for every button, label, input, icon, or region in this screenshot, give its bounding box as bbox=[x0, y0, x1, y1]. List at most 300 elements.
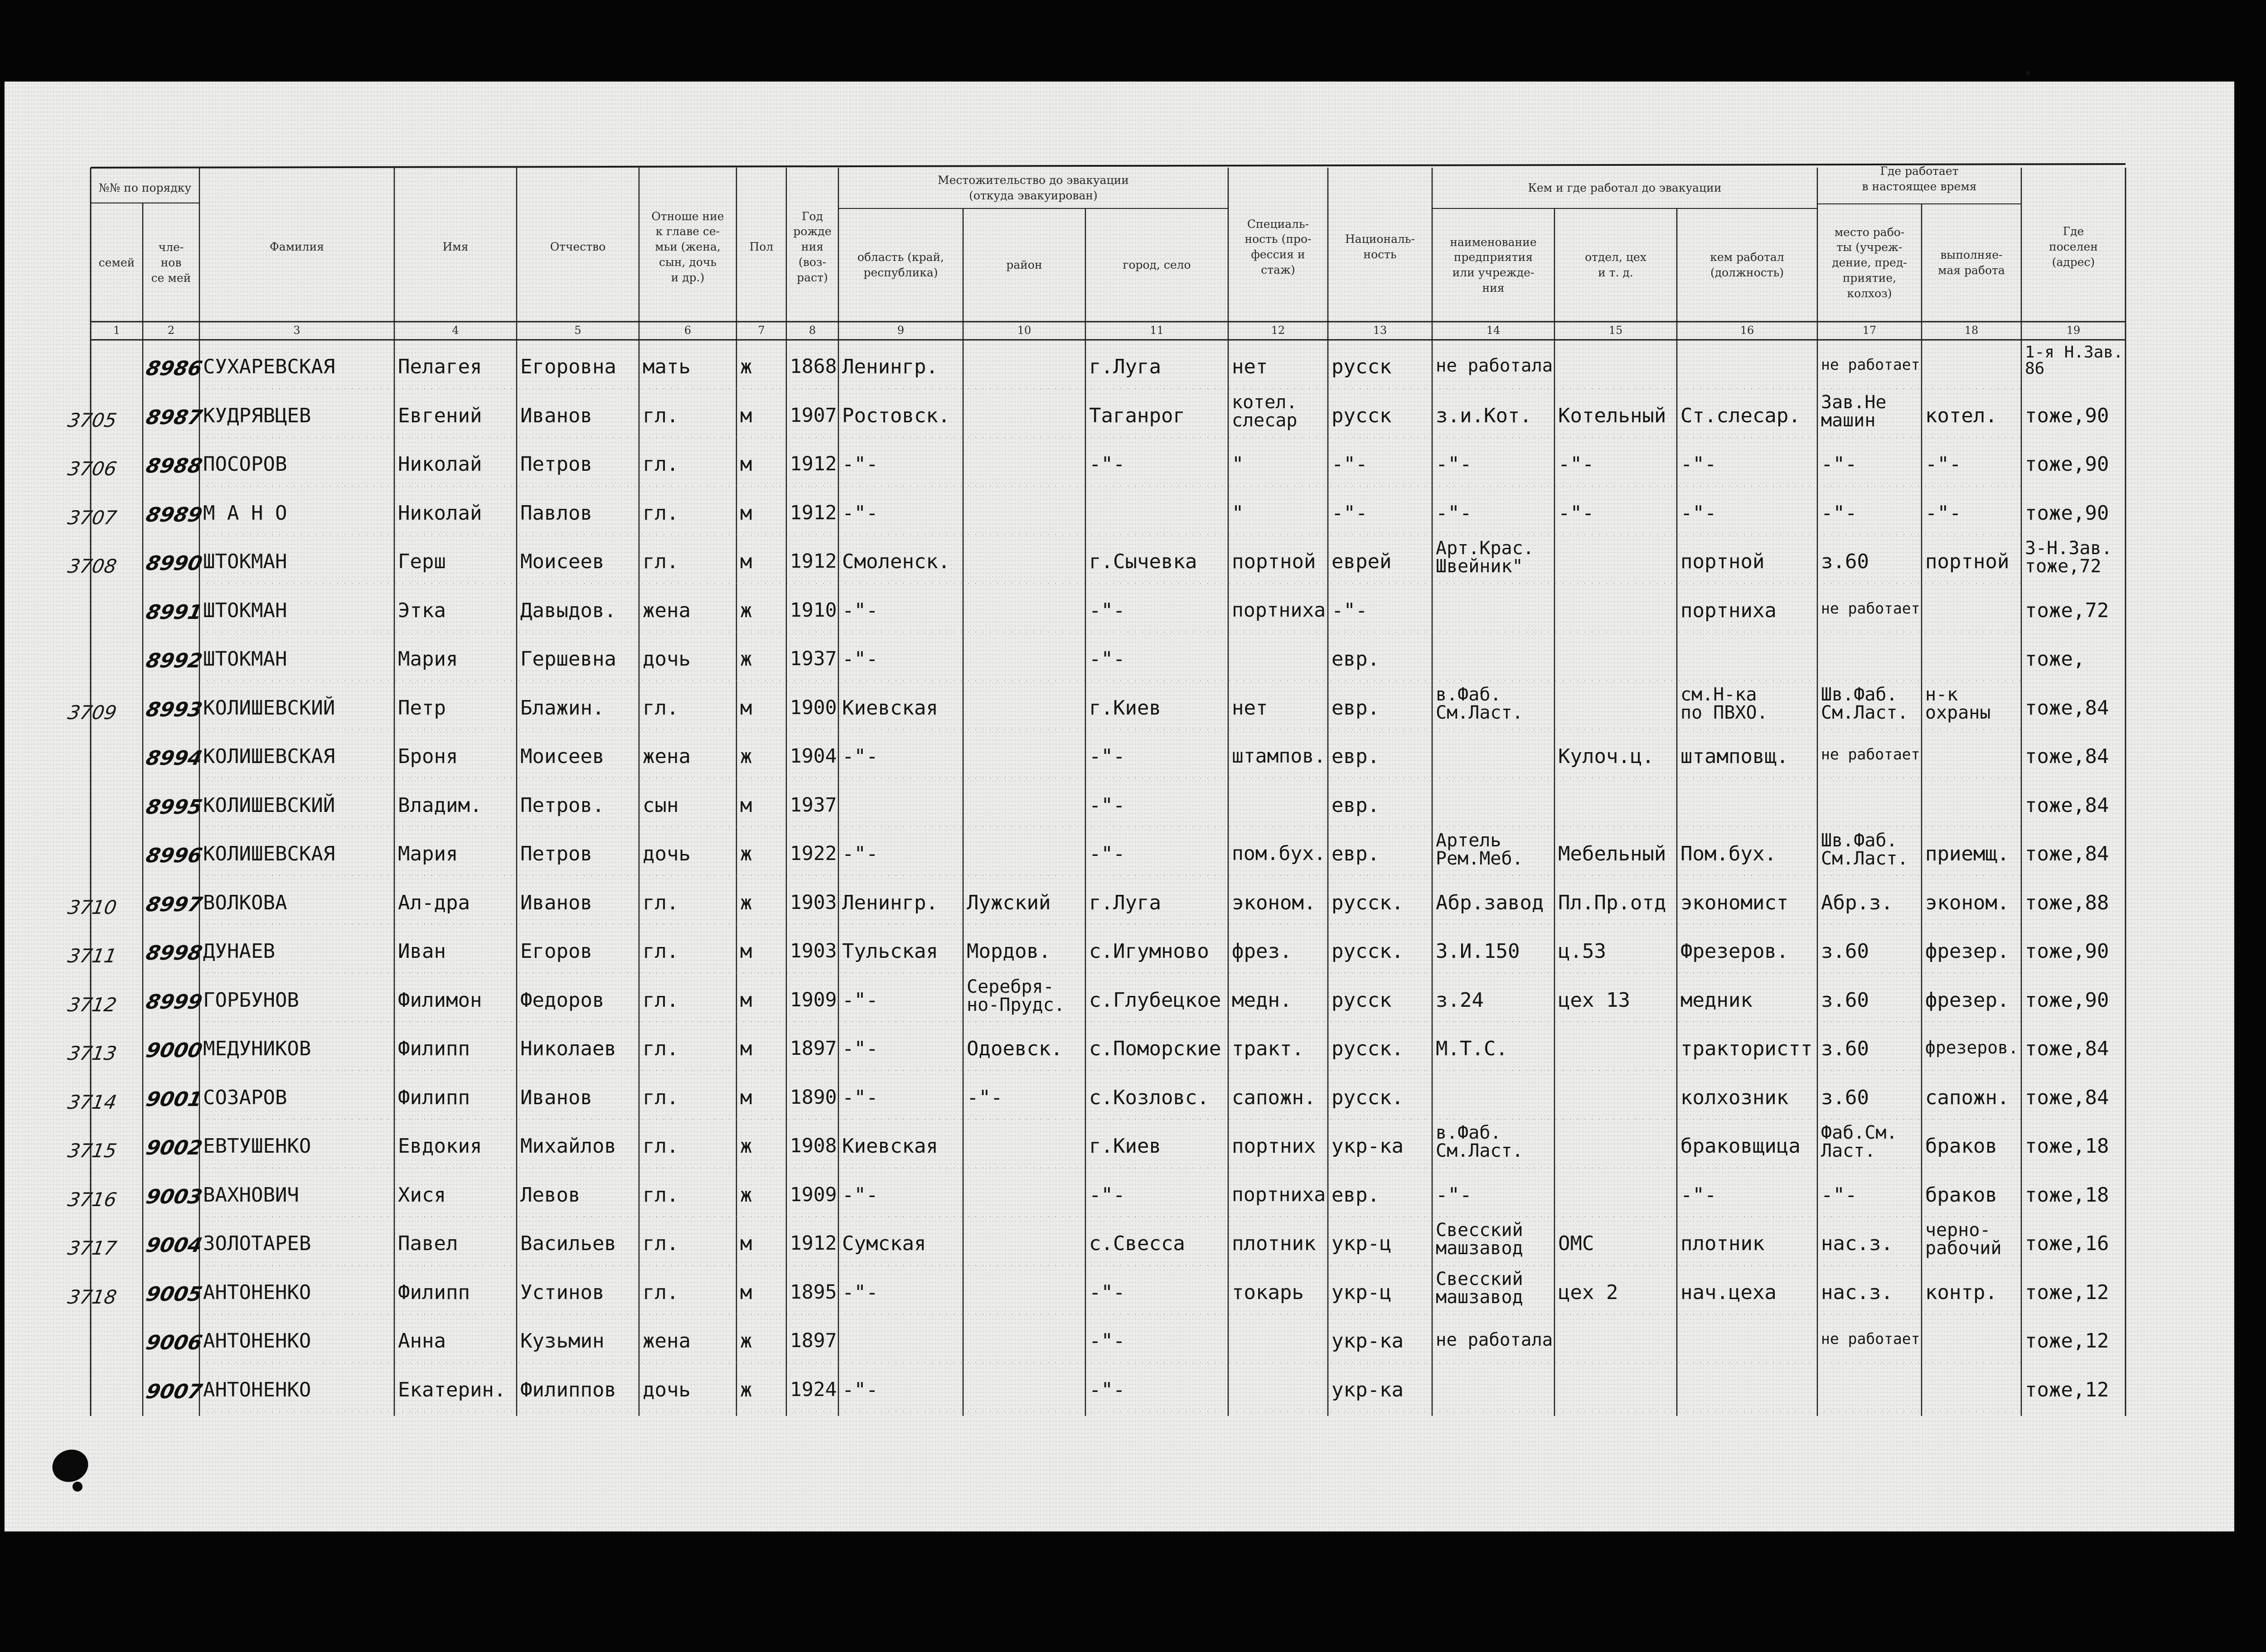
first-name-cell: Хися bbox=[398, 1183, 446, 1207]
surname-cell: ШТОКМАН bbox=[203, 599, 287, 622]
district-cell: -"- bbox=[967, 1086, 1003, 1109]
department-cell: -"- bbox=[1558, 453, 1594, 476]
column-number: 6 bbox=[684, 324, 692, 337]
family-number: 3717 bbox=[66, 1237, 119, 1259]
relation-cell: гл. bbox=[643, 1280, 679, 1304]
relation-cell: гл. bbox=[643, 940, 679, 963]
relation-cell: мать bbox=[643, 355, 691, 378]
surname-cell: АНТОНЕНКО bbox=[203, 1378, 311, 1401]
region-cell: -"- bbox=[842, 1280, 878, 1304]
patronymic-cell: Филиппов bbox=[520, 1378, 616, 1401]
address-cell: тоже,90 bbox=[2025, 501, 2109, 525]
sex-cell: м bbox=[740, 550, 752, 573]
patronymic-cell: Левов bbox=[520, 1183, 581, 1207]
now-job-cell: котел. bbox=[1925, 404, 1997, 427]
relation-cell: гл. bbox=[643, 988, 679, 1012]
city-cell: -"- bbox=[1089, 842, 1125, 865]
city-cell: г.Киев bbox=[1089, 696, 1161, 720]
surname-cell: ДУНАЕВ bbox=[203, 940, 275, 963]
member-number: 8991 bbox=[144, 600, 204, 624]
header-now-place: место рабо- ты (учреж- дение, пред- приятие, колхоз) bbox=[1832, 225, 1907, 300]
member-number: 9002 bbox=[144, 1136, 204, 1159]
now-job-cell: фрезеров. bbox=[1925, 1038, 2019, 1058]
first-name-cell: Мария bbox=[398, 842, 458, 865]
column-number: 16 bbox=[1740, 324, 1754, 337]
region-cell: -"- bbox=[842, 1086, 878, 1109]
document-sheet bbox=[5, 66, 2234, 1531]
relation-cell: гл. bbox=[643, 1037, 679, 1060]
enterprise-cell: не работала bbox=[1436, 1330, 1553, 1350]
birth-year-cell: 1910 bbox=[790, 599, 837, 622]
column-number: 5 bbox=[574, 324, 581, 337]
member-number: 8995 bbox=[144, 795, 204, 819]
relation-cell: сын bbox=[643, 793, 679, 817]
column-number: 14 bbox=[1486, 324, 1501, 337]
now-place-cell: Абр.з. bbox=[1821, 891, 1893, 914]
nationality-cell: евр. bbox=[1332, 696, 1380, 720]
nationality-cell: -"- bbox=[1332, 453, 1368, 476]
header-address: Где поселен (адрес) bbox=[2049, 225, 2098, 269]
specialty-cell: плотник bbox=[1232, 1232, 1316, 1255]
sex-cell: ж bbox=[740, 891, 752, 914]
relation-cell: гл. bbox=[643, 891, 679, 914]
now-place-cell: -"- bbox=[1821, 1183, 1857, 1207]
relation-cell: дочь bbox=[643, 1378, 691, 1401]
first-name-cell: Филипп bbox=[398, 1280, 470, 1304]
position-cell: трактористт bbox=[1680, 1037, 1813, 1060]
sex-cell: м bbox=[740, 696, 752, 720]
now-place-cell: не работает bbox=[1821, 599, 1920, 617]
birth-year-cell: 1900 bbox=[790, 696, 837, 719]
region-cell: Киевская bbox=[842, 1135, 938, 1158]
member-number: 8988 bbox=[144, 454, 204, 478]
sex-cell: м bbox=[740, 501, 752, 525]
region-cell: Ленингр. bbox=[842, 891, 938, 914]
city-cell: с.Поморские bbox=[1089, 1037, 1221, 1060]
patronymic-cell: Егоров bbox=[520, 940, 592, 963]
relation-cell: жена bbox=[643, 745, 691, 768]
address-cell: тоже,72 bbox=[2025, 599, 2109, 622]
address-cell: тоже,90 bbox=[2025, 453, 2109, 476]
now-place-cell: з.60 bbox=[1821, 1086, 1869, 1109]
nationality-cell: русск bbox=[1332, 355, 1392, 378]
now-place-cell: з.60 bbox=[1821, 1037, 1869, 1060]
city-cell: г.Сычевка bbox=[1089, 550, 1197, 573]
birth-year-cell: 1868 bbox=[790, 355, 837, 378]
position-cell: -"- bbox=[1680, 453, 1717, 476]
region-cell: -"- bbox=[842, 745, 878, 768]
patronymic-cell: Михайлов bbox=[520, 1135, 616, 1158]
city-cell: с.Игумново bbox=[1089, 940, 1209, 963]
member-number: 8990 bbox=[144, 552, 204, 575]
address-cell: тоже,12 bbox=[2025, 1378, 2109, 1401]
position-cell: штамповщ. bbox=[1680, 745, 1789, 768]
birth-year-cell: 1924 bbox=[790, 1378, 837, 1401]
surname-cell: АНТОНЕНКО bbox=[203, 1280, 311, 1304]
position-cell: портниха bbox=[1680, 599, 1777, 622]
surname-cell: ЕВТУШЕНКО bbox=[203, 1135, 311, 1158]
sex-cell: м bbox=[740, 1037, 752, 1060]
nationality-cell: русск. bbox=[1332, 891, 1404, 914]
header-district: район bbox=[1006, 258, 1042, 272]
surname-cell: ГОРБУНОВ bbox=[203, 988, 299, 1012]
header-family-number: семей bbox=[98, 256, 135, 270]
address-cell: тоже,84 bbox=[2025, 1037, 2109, 1060]
now-job-cell: сапожн. bbox=[1925, 1086, 2009, 1109]
birth-year-cell: 1903 bbox=[790, 940, 837, 962]
sex-cell: ж bbox=[740, 599, 752, 622]
now-place-cell: Зав.Не машин bbox=[1821, 391, 1887, 431]
nationality-cell: евр. bbox=[1332, 647, 1380, 671]
surname-cell: КОЛИШЕВСКАЯ bbox=[203, 745, 335, 768]
department-cell: ц.53 bbox=[1558, 940, 1606, 963]
family-number: 3708 bbox=[66, 555, 119, 577]
position-cell: Ст.слесар. bbox=[1680, 404, 1801, 427]
specialty-cell: штампов. bbox=[1232, 745, 1326, 768]
address-cell: тоже,18 bbox=[2025, 1135, 2109, 1158]
header-region: область (край, республика) bbox=[857, 251, 944, 279]
surname-cell: КОЛИШЕВСКАЯ bbox=[203, 842, 335, 865]
patronymic-cell: Егоровна bbox=[520, 355, 616, 378]
first-name-cell: Герш bbox=[398, 550, 446, 573]
first-name-cell: Пелагея bbox=[398, 355, 482, 378]
specialty-cell: портной bbox=[1232, 550, 1316, 573]
enterprise-cell: з.24 bbox=[1436, 988, 1484, 1012]
member-number: 8994 bbox=[144, 747, 204, 770]
department-cell: ОМС bbox=[1558, 1232, 1594, 1255]
column-number: 8 bbox=[809, 324, 816, 337]
header-surname: Фамилия bbox=[269, 240, 324, 254]
now-place-cell: Фаб.См. Ласт. bbox=[1821, 1122, 1898, 1161]
now-place-cell: не работает bbox=[1821, 745, 1920, 763]
address-cell: 1-я Н.Зав. 86 bbox=[2025, 343, 2123, 378]
sex-cell: ж bbox=[740, 647, 752, 671]
enterprise-cell: -"- bbox=[1436, 1183, 1472, 1207]
nationality-cell: укр-ц bbox=[1332, 1232, 1392, 1255]
member-number: 8997 bbox=[144, 893, 204, 916]
sex-cell: м bbox=[740, 404, 752, 427]
department-cell: цех 2 bbox=[1558, 1280, 1618, 1304]
member-number: 9003 bbox=[144, 1185, 204, 1208]
surname-cell: КОЛИШЕВСКИЙ bbox=[203, 696, 335, 720]
family-number: 3715 bbox=[66, 1140, 119, 1162]
now-place-cell: з.60 bbox=[1821, 940, 1869, 963]
first-name-cell: Ал-дра bbox=[398, 891, 470, 914]
nationality-cell: русск. bbox=[1332, 940, 1404, 963]
nationality-cell: укр-ц bbox=[1332, 1280, 1392, 1304]
patronymic-cell: Петров. bbox=[520, 793, 605, 817]
sex-cell: м bbox=[740, 988, 752, 1012]
district-cell: Мордов. bbox=[967, 940, 1051, 963]
family-number: 3705 bbox=[66, 409, 119, 431]
patronymic-cell: Моисеев bbox=[520, 550, 605, 573]
address-cell: 3-Н.Зав. тоже,72 bbox=[2025, 538, 2112, 577]
column-number: 18 bbox=[1964, 324, 1979, 337]
sex-cell: ж bbox=[740, 842, 752, 865]
specialty-cell: токарь bbox=[1232, 1280, 1304, 1304]
family-number: 3710 bbox=[66, 896, 119, 918]
region-cell: -"- bbox=[842, 501, 878, 525]
first-name-cell: Николай bbox=[398, 453, 482, 476]
family-number: 3713 bbox=[66, 1042, 119, 1064]
birth-year-cell: 1907 bbox=[790, 404, 837, 427]
column-number: 19 bbox=[2066, 324, 2081, 337]
now-place-cell: Шв.Фаб. См.Ласт. bbox=[1821, 830, 1908, 869]
patronymic-cell: Моисеев bbox=[520, 745, 605, 768]
specialty-cell: нет bbox=[1232, 696, 1268, 720]
header-residence-group: Местожительство до эвакуации (откуда эвакуирован) bbox=[938, 174, 1129, 202]
region-cell: -"- bbox=[842, 1037, 878, 1060]
member-number: 8993 bbox=[144, 698, 204, 721]
column-number: 9 bbox=[897, 324, 905, 337]
first-name-cell: Владим. bbox=[398, 793, 482, 817]
family-number: 3716 bbox=[66, 1188, 119, 1211]
city-cell: -"- bbox=[1089, 1183, 1125, 1207]
first-name-cell: Петр bbox=[398, 696, 446, 720]
patronymic-cell: Васильев bbox=[520, 1232, 616, 1255]
nationality-cell: укр-ка bbox=[1332, 1329, 1404, 1353]
relation-cell: гл. bbox=[643, 1135, 679, 1158]
sex-cell: ж bbox=[740, 745, 752, 768]
sex-cell: ж bbox=[740, 1378, 752, 1401]
sex-cell: м bbox=[740, 1086, 752, 1109]
column-number: 11 bbox=[1150, 324, 1164, 337]
surname-cell: М А Н О bbox=[203, 501, 287, 525]
city-cell: -"- bbox=[1089, 793, 1125, 817]
birth-year-cell: 1912 bbox=[790, 501, 837, 524]
relation-cell: гл. bbox=[643, 1232, 679, 1255]
now-place-cell: нас.з. bbox=[1821, 1280, 1893, 1304]
address-cell: тоже,84 bbox=[2025, 696, 2109, 720]
column-number: 17 bbox=[1862, 324, 1877, 337]
specialty-cell: портних bbox=[1232, 1135, 1316, 1158]
column-number: 15 bbox=[1608, 324, 1623, 337]
enterprise-cell: в.Фаб. См.Ласт. bbox=[1436, 1122, 1523, 1161]
patronymic-cell: Николаев bbox=[520, 1037, 616, 1060]
surname-cell: АНТОНЕНКО bbox=[203, 1329, 311, 1353]
nationality-cell: укр-ка bbox=[1332, 1378, 1404, 1401]
margin-stamp-mark: • bbox=[2022, 66, 2034, 82]
address-cell: тоже,90 bbox=[2025, 940, 2109, 963]
department-cell: Котельный bbox=[1558, 404, 1666, 427]
sex-cell: ж bbox=[740, 1329, 752, 1353]
specialty-cell: портниха bbox=[1232, 1183, 1326, 1206]
address-cell: тоже,12 bbox=[2025, 1280, 2109, 1304]
relation-cell: гл. bbox=[643, 696, 679, 720]
city-cell: -"- bbox=[1089, 1378, 1125, 1401]
member-number: 8989 bbox=[144, 503, 204, 527]
specialty-cell: " bbox=[1232, 501, 1244, 525]
member-number: 9005 bbox=[144, 1282, 204, 1306]
first-name-cell: Евдокия bbox=[398, 1135, 482, 1158]
city-cell: -"- bbox=[1089, 453, 1125, 476]
first-name-cell: Броня bbox=[398, 745, 458, 768]
city-cell: -"- bbox=[1089, 1280, 1125, 1304]
first-name-cell: Евгений bbox=[398, 404, 482, 427]
header-city: город, село bbox=[1123, 258, 1191, 272]
member-number: 9001 bbox=[144, 1087, 204, 1111]
nationality-cell: укр-ка bbox=[1332, 1135, 1404, 1158]
birth-year-cell: 1903 bbox=[790, 891, 837, 914]
enterprise-cell: Свесский машзавод bbox=[1436, 1220, 1523, 1259]
surname-cell: ШТОКМАН bbox=[203, 647, 287, 671]
department-cell: Мебельный bbox=[1558, 842, 1666, 865]
region-cell: Киевская bbox=[842, 696, 938, 720]
header-now-job: выполняе- мая работа bbox=[1938, 248, 2005, 277]
column-number: 4 bbox=[452, 324, 459, 337]
now-place-cell: з.60 bbox=[1821, 550, 1869, 573]
patronymic-cell: Устинов bbox=[520, 1280, 605, 1304]
position-cell: -"- bbox=[1680, 1183, 1717, 1207]
patronymic-cell: Иванов bbox=[520, 404, 592, 427]
birth-year-cell: 1897 bbox=[790, 1037, 837, 1060]
specialty-cell: пом.бух. bbox=[1232, 842, 1326, 865]
enterprise-cell: -"- bbox=[1436, 501, 1472, 525]
nationality-cell: евр. bbox=[1332, 745, 1380, 768]
position-cell: колхозник bbox=[1680, 1086, 1789, 1109]
region-cell: -"- bbox=[842, 1378, 878, 1401]
relation-cell: гл. bbox=[643, 501, 679, 525]
surname-cell: ВАХНОВИЧ bbox=[203, 1183, 299, 1207]
now-place-cell: -"- bbox=[1821, 453, 1857, 476]
now-place-cell: -"- bbox=[1821, 501, 1857, 525]
member-number: 9000 bbox=[144, 1039, 204, 1062]
member-number: 8998 bbox=[144, 942, 204, 965]
surname-cell: МЕДУНИКОВ bbox=[203, 1037, 311, 1060]
now-place-cell: з.60 bbox=[1821, 988, 1869, 1012]
region-cell: Ростовск. bbox=[842, 404, 950, 427]
column-number: 1 bbox=[113, 324, 121, 337]
now-job-cell: черно- рабочий bbox=[1925, 1220, 2002, 1259]
specialty-cell: портниха bbox=[1232, 599, 1326, 622]
position-cell: Фрезеров. bbox=[1680, 940, 1789, 963]
city-cell: с.Козловс. bbox=[1089, 1086, 1209, 1109]
nationality-cell: -"- bbox=[1332, 599, 1368, 622]
sex-cell: ж bbox=[740, 1183, 752, 1207]
region-cell: Тульская bbox=[842, 940, 938, 963]
address-cell: тоже,16 bbox=[2025, 1232, 2109, 1255]
first-name-cell: Мария bbox=[398, 647, 458, 671]
relation-cell: гл. bbox=[643, 550, 679, 573]
ink-blot-small bbox=[73, 1482, 82, 1492]
patronymic-cell: Иванов bbox=[520, 891, 592, 914]
address-cell: тоже,84 bbox=[2025, 745, 2109, 768]
city-cell: г.Луга bbox=[1089, 891, 1161, 914]
district-cell: Лужский bbox=[967, 891, 1051, 914]
birth-year-cell: 1908 bbox=[790, 1135, 837, 1157]
surname-cell: СУХАРЕВСКАЯ bbox=[203, 355, 335, 378]
now-job-cell: приемщ. bbox=[1925, 842, 2009, 865]
column-number: 3 bbox=[293, 324, 300, 337]
family-number: 3712 bbox=[66, 993, 119, 1016]
patronymic-cell: Блажин. bbox=[520, 696, 605, 720]
column-number: 12 bbox=[1271, 324, 1285, 337]
specialty-cell: сапожн. bbox=[1232, 1086, 1316, 1109]
patronymic-cell: Петров bbox=[520, 453, 592, 476]
header-member-number: чле- нов се мей bbox=[151, 241, 191, 285]
header-position: кем работал (должность) bbox=[1710, 251, 1784, 279]
birth-year-cell: 1909 bbox=[790, 1183, 837, 1206]
family-number: 3706 bbox=[66, 458, 119, 480]
header-birth-year: Год рожде ния (воз- раст) bbox=[793, 209, 832, 284]
birth-year-cell: 1897 bbox=[790, 1329, 837, 1352]
relation-cell: дочь bbox=[643, 647, 691, 671]
address-cell: тоже,12 bbox=[2025, 1329, 2109, 1353]
city-cell: г.Киев bbox=[1089, 1135, 1161, 1158]
patronymic-cell: Петров bbox=[520, 842, 592, 865]
address-cell: тоже,18 bbox=[2025, 1183, 2109, 1207]
city-cell: Таганрог bbox=[1089, 404, 1185, 427]
city-cell: -"- bbox=[1089, 599, 1125, 622]
now-job-cell: браков bbox=[1925, 1183, 1997, 1207]
patronymic-cell: Павлов bbox=[520, 501, 592, 525]
position-cell: медник bbox=[1680, 988, 1753, 1012]
header-enterprise: наименование предприятия или учрежде- ния bbox=[1450, 235, 1537, 295]
address-cell: тоже,84 bbox=[2025, 842, 2109, 865]
birth-year-cell: 1895 bbox=[790, 1280, 837, 1304]
member-number: 9007 bbox=[144, 1380, 204, 1403]
region-cell: Ленингр. bbox=[842, 355, 938, 378]
specialty-cell: фрез. bbox=[1232, 940, 1292, 963]
sex-cell: м bbox=[740, 1232, 752, 1255]
first-name-cell: Филипп bbox=[398, 1037, 470, 1060]
relation-cell: гл. bbox=[643, 404, 679, 427]
family-number: 3714 bbox=[66, 1091, 119, 1113]
sex-cell: ж bbox=[740, 1135, 752, 1158]
enterprise-cell: Арт.Крас. Швейник" bbox=[1436, 538, 1534, 577]
column-number: 10 bbox=[1017, 324, 1031, 337]
first-name-cell: Филипп bbox=[398, 1086, 470, 1109]
header-prev-work-group: Кем и где работал до эвакуации bbox=[1528, 181, 1722, 195]
district-cell: Одоевск. bbox=[967, 1037, 1063, 1060]
relation-cell: гл. bbox=[643, 1086, 679, 1109]
surname-cell: ПОСОРОВ bbox=[203, 453, 287, 476]
birth-year-cell: 1922 bbox=[790, 842, 837, 865]
patronymic-cell: Давыдов. bbox=[520, 599, 616, 622]
department-cell: цех 13 bbox=[1558, 988, 1630, 1012]
patronymic-cell: Федоров bbox=[520, 988, 605, 1012]
now-job-cell: н-к охраны bbox=[1925, 684, 1991, 723]
first-name-cell: Павел bbox=[398, 1232, 458, 1255]
birth-year-cell: 1904 bbox=[790, 745, 837, 768]
header-now-work-group: Где работает в настоящее время bbox=[1862, 164, 1977, 193]
region-cell: -"- bbox=[842, 988, 878, 1012]
address-cell: тоже,90 bbox=[2025, 988, 2109, 1012]
city-cell: с.Глубецкое bbox=[1089, 988, 1221, 1012]
city-cell: -"- bbox=[1089, 745, 1125, 768]
nationality-cell: русск bbox=[1332, 988, 1392, 1012]
now-job-cell: -"- bbox=[1925, 501, 1961, 525]
sex-cell: ж bbox=[740, 355, 752, 378]
department-cell: -"- bbox=[1558, 501, 1594, 525]
member-number: 8996 bbox=[144, 844, 204, 867]
relation-cell: жена bbox=[643, 1329, 691, 1353]
now-job-cell: фрезер. bbox=[1925, 988, 2009, 1012]
family-number: 3718 bbox=[66, 1285, 119, 1308]
region-cell: -"- bbox=[842, 1183, 878, 1207]
now-place-cell: не работает bbox=[1821, 356, 1920, 373]
department-cell: Пл.Пр.отд bbox=[1558, 891, 1666, 914]
surname-cell: ЗОЛОТАРЕВ bbox=[203, 1232, 311, 1255]
patronymic-cell: Кузьмин bbox=[520, 1329, 605, 1353]
region-cell: -"- bbox=[842, 453, 878, 476]
specialty-cell: тракт. bbox=[1232, 1037, 1304, 1060]
enterprise-cell: Артель Рем.Меб. bbox=[1436, 830, 1523, 869]
city-cell: -"- bbox=[1089, 1329, 1125, 1353]
address-cell: тоже, bbox=[2025, 647, 2085, 671]
header-patronymic: Отчество bbox=[550, 240, 606, 254]
position-cell: браковщица bbox=[1680, 1135, 1801, 1158]
